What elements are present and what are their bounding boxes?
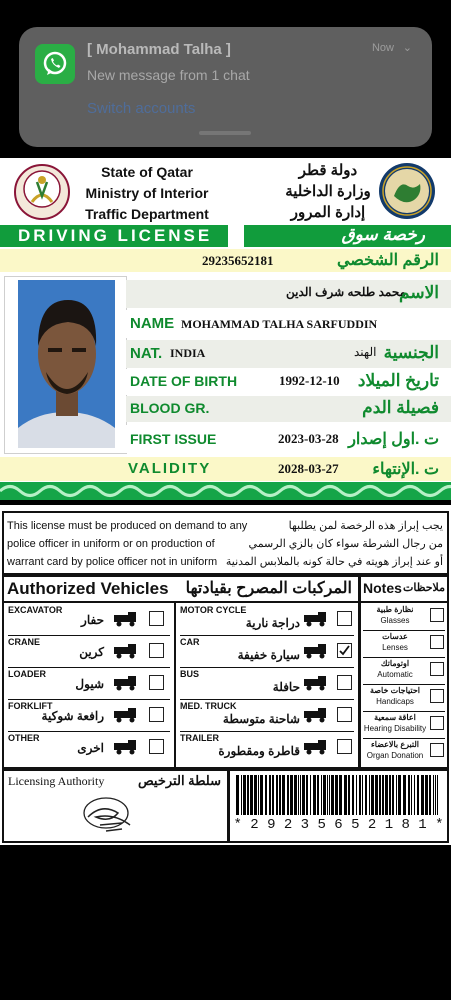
vehicle-label: MED. TRUCK bbox=[180, 701, 237, 711]
note-row bbox=[361, 630, 447, 657]
notice-en-line-3: warrant card by police officer not in uniform bbox=[7, 556, 218, 568]
vehicle-icon bbox=[112, 675, 140, 691]
decorative-wave-pattern bbox=[0, 482, 451, 500]
notification-card[interactable] bbox=[19, 27, 432, 147]
barcode-bar bbox=[331, 775, 334, 815]
barcode-bar bbox=[437, 775, 438, 815]
vehicle-row-right-2 bbox=[176, 667, 358, 699]
vehicle-label: TRAILER bbox=[180, 733, 219, 743]
vehicles-section bbox=[2, 575, 360, 769]
barcode-bar bbox=[323, 775, 326, 815]
title-en: DRIVING LICENSE bbox=[18, 226, 213, 245]
name-row bbox=[126, 310, 451, 338]
barcode bbox=[236, 775, 440, 815]
vehicle-label: BUS bbox=[180, 669, 200, 679]
header-department: Traffic Department bbox=[85, 206, 209, 222]
vehicle-row-left-0 bbox=[4, 603, 174, 635]
notice-ar-line-3: أو عند إبراز هويته في حالة كونه بالملابس المدنية bbox=[225, 556, 443, 568]
name-ar-row bbox=[126, 280, 451, 308]
vehicle-icon bbox=[302, 643, 330, 659]
barcode-bar bbox=[365, 775, 367, 815]
barcode-bar bbox=[411, 775, 412, 815]
vehicle-checkbox[interactable] bbox=[149, 707, 164, 722]
vehicle-checkbox[interactable] bbox=[149, 675, 164, 690]
vehicle-checkbox[interactable] bbox=[149, 611, 164, 626]
notification-title: [ Mohammad Talha ] bbox=[87, 41, 231, 58]
vehicle-checkbox[interactable] bbox=[337, 611, 352, 626]
signature-stamp bbox=[80, 793, 136, 842]
personal-number: 29235652181 bbox=[202, 253, 274, 268]
vehicle-label-ar: رافعة شوكية bbox=[41, 709, 104, 723]
barcode-bar bbox=[385, 775, 388, 815]
authority-section bbox=[2, 769, 229, 843]
barcode-bar bbox=[421, 775, 424, 815]
note-row bbox=[361, 603, 447, 630]
barcode-bar bbox=[433, 775, 434, 815]
validity-value: 2028-03-27 bbox=[278, 461, 339, 476]
note-label-ar: اعاقة سمعية bbox=[374, 713, 416, 722]
vehicle-row-left-3 bbox=[4, 699, 174, 731]
barcode-bar bbox=[435, 775, 436, 815]
note-label: Automatic bbox=[377, 670, 413, 679]
dob-value: 1992-12-10 bbox=[279, 373, 340, 388]
first-issue-value: 2023-03-28 bbox=[278, 431, 339, 446]
barcode-bar bbox=[417, 775, 419, 815]
vehicle-checkbox[interactable] bbox=[337, 707, 352, 722]
note-row bbox=[361, 657, 447, 684]
vehicle-icon bbox=[302, 739, 330, 755]
barcode-bar bbox=[313, 775, 316, 815]
name-label: NAME bbox=[130, 315, 175, 332]
personal-number-label-ar: الرقم الشخصي bbox=[336, 252, 439, 269]
nationality-ar-value: الهند bbox=[354, 345, 377, 359]
barcode-bar bbox=[265, 775, 267, 815]
vehicle-icon bbox=[112, 707, 140, 723]
vehicle-checkbox[interactable] bbox=[149, 739, 164, 754]
qatar-emblem-logo bbox=[14, 162, 70, 222]
note-label: Organ Donation bbox=[366, 751, 424, 760]
notification-time: Now bbox=[371, 42, 394, 54]
validity-ar-label: ت .الإنتهاء bbox=[372, 461, 439, 478]
barcode-text: * 2 9 2 3 5 6 5 2 1 8 1 * bbox=[233, 817, 444, 833]
blood-row bbox=[126, 396, 451, 422]
note-checkbox[interactable] bbox=[430, 716, 444, 730]
barcode-bar bbox=[294, 775, 297, 815]
note-label: Handicaps bbox=[376, 697, 414, 706]
switch-accounts-button[interactable]: Switch accounts bbox=[87, 100, 196, 117]
barcode-bar bbox=[335, 775, 338, 815]
photo-frame bbox=[4, 276, 127, 454]
barcode-bar bbox=[359, 775, 361, 815]
vehicle-label: FORKLIFT bbox=[8, 701, 53, 711]
barcode-bar bbox=[306, 775, 308, 815]
barcode-bar bbox=[241, 775, 242, 815]
vehicle-checkbox[interactable] bbox=[337, 739, 352, 754]
note-row bbox=[361, 738, 447, 765]
vehicle-label-ar: دراجة نارية bbox=[245, 616, 300, 630]
barcode-bar bbox=[379, 775, 381, 815]
authority-label-ar: سلطة الترخيص bbox=[138, 773, 221, 788]
note-row bbox=[361, 684, 447, 711]
authority-label: Licensing Authority bbox=[8, 774, 105, 788]
vehicle-label-ar: حافلة bbox=[272, 680, 300, 694]
barcode-bar bbox=[356, 775, 357, 815]
title-bar bbox=[0, 225, 451, 247]
barcode-bar bbox=[287, 775, 289, 815]
note-label-ar: اوتوماتك bbox=[380, 659, 410, 668]
nationality-ar-label: الجنسية bbox=[383, 343, 439, 362]
license-card-back bbox=[0, 505, 451, 845]
barcode-section bbox=[228, 769, 449, 843]
title-ar: رخصة سوق bbox=[341, 225, 425, 244]
barcode-bar bbox=[302, 775, 305, 815]
notes-title-ar: ملاحظات bbox=[403, 582, 445, 594]
barcode-bar bbox=[272, 775, 274, 815]
barcode-bar bbox=[403, 775, 406, 815]
whatsapp-icon bbox=[35, 44, 75, 84]
vehicle-label: EXCAVATOR bbox=[8, 605, 63, 615]
first-issue-row bbox=[126, 425, 451, 453]
nat-label: NAT. bbox=[130, 345, 163, 362]
barcode-bar bbox=[396, 775, 397, 815]
vehicle-icon bbox=[302, 675, 330, 691]
notice-ar-line-2: من رجال الشرطة سواء كان بالزي الرسمي bbox=[248, 538, 443, 550]
header-department-ar: إدارة المرور bbox=[290, 204, 366, 221]
vehicle-icon bbox=[302, 611, 330, 627]
barcode-bar bbox=[276, 775, 278, 815]
vehicle-icon bbox=[302, 707, 330, 723]
vehicle-label-ar: قاطرة ومقطورة bbox=[218, 744, 300, 758]
vehicle-row-right-0 bbox=[176, 603, 358, 635]
person-photo bbox=[18, 280, 115, 448]
barcode-bar bbox=[329, 775, 330, 815]
vehicle-label: CRANE bbox=[8, 637, 41, 647]
notice-en-line-2: police officer in uniform or on production of bbox=[7, 538, 215, 550]
vehicle-checkbox[interactable] bbox=[337, 643, 352, 658]
header-state: State of Qatar bbox=[101, 164, 193, 180]
barcode-bar bbox=[279, 775, 281, 815]
barcode-bar bbox=[414, 775, 415, 815]
validity-row bbox=[0, 457, 451, 481]
vehicle-label: LOADER bbox=[8, 669, 46, 679]
barcode-bar bbox=[362, 775, 363, 815]
first-issue-ar-label: ت .اول إصدار bbox=[348, 431, 439, 448]
barcode-bar bbox=[344, 775, 347, 815]
barcode-bar bbox=[258, 775, 259, 815]
vehicle-row-right-1 bbox=[176, 635, 358, 667]
barcode-bar bbox=[321, 775, 322, 815]
header-ministry-ar: وزارة الداخلية bbox=[285, 183, 371, 200]
barcode-bar bbox=[375, 775, 378, 815]
nationality-row bbox=[126, 340, 451, 368]
note-checkbox[interactable] bbox=[430, 608, 444, 622]
drag-handle[interactable] bbox=[199, 131, 251, 135]
barcode-bar bbox=[389, 775, 391, 815]
notes-section bbox=[359, 575, 449, 769]
note-label: Hearing Disability bbox=[363, 724, 427, 733]
note-label-ar: احتياجات خاصة bbox=[369, 686, 421, 695]
barcode-bar bbox=[327, 775, 328, 815]
barcode-bar bbox=[260, 775, 263, 815]
header-state-ar: دولة قطر bbox=[298, 162, 358, 179]
blood-ar-label: فصيلة الدم bbox=[362, 398, 439, 417]
notice-box bbox=[2, 511, 449, 575]
note-label-ar: نظارة طبية bbox=[376, 605, 414, 614]
vehicle-row-left-2 bbox=[4, 667, 174, 699]
vehicle-label-ar: اخرى bbox=[77, 741, 104, 755]
notice-en-line-1: This license must be produced on demand to any bbox=[7, 520, 248, 532]
vehicle-label-ar: شاحنة متوسطة bbox=[222, 712, 300, 726]
vehicle-label: OTHER bbox=[8, 733, 40, 743]
notification-message: New message from 1 chat bbox=[87, 67, 250, 83]
vehicle-icon bbox=[112, 611, 140, 627]
barcode-bar bbox=[243, 775, 246, 815]
vehicles-title: Authorized Vehicles bbox=[7, 579, 169, 598]
barcode-bar bbox=[392, 775, 394, 815]
barcode-bar bbox=[298, 775, 299, 815]
name-ar-label: الاسم bbox=[399, 283, 439, 302]
first-issue-label: FIRST ISSUE bbox=[130, 431, 217, 447]
vehicle-checkbox[interactable] bbox=[149, 643, 164, 658]
barcode-bar bbox=[408, 775, 410, 815]
notice-ar-line-1: يجب إبراز هذه الرخصة لمن يطلبها bbox=[288, 520, 443, 532]
barcode-bar bbox=[371, 775, 374, 815]
vehicle-label: MOTOR CYCLE bbox=[180, 605, 247, 615]
vehicle-row-left-4 bbox=[4, 731, 174, 763]
vehicle-label-ar: حفار bbox=[81, 613, 104, 627]
vehicle-label-ar: سيارة خفيفة bbox=[237, 648, 300, 662]
vehicle-row-right-3 bbox=[176, 699, 358, 731]
note-checkbox[interactable] bbox=[430, 689, 444, 703]
note-label-ar: التبرع بالاعضاء bbox=[370, 740, 420, 749]
barcode-bar bbox=[352, 775, 354, 815]
vehicle-icon bbox=[112, 739, 140, 755]
validity-label: VALIDITY bbox=[128, 460, 212, 477]
barcode-bar bbox=[247, 775, 249, 815]
vehicle-row-right-4 bbox=[176, 731, 358, 763]
barcode-bar bbox=[339, 775, 342, 815]
vehicle-label-ar: كرين bbox=[79, 645, 104, 659]
note-label-ar: عدسات bbox=[382, 632, 408, 641]
note-label: Lenses bbox=[382, 643, 408, 652]
vehicle-label-ar: شيول bbox=[75, 677, 104, 691]
vehicle-row-left-1 bbox=[4, 635, 174, 667]
vehicle-label: CAR bbox=[180, 637, 200, 647]
dob-row bbox=[126, 369, 451, 395]
note-checkbox[interactable] bbox=[430, 743, 444, 757]
note-checkbox[interactable] bbox=[430, 662, 444, 676]
vehicle-icon bbox=[112, 643, 140, 659]
dob-label: DATE OF BIRTH bbox=[130, 373, 238, 389]
nationality-value: INDIA bbox=[170, 346, 206, 360]
license-card-front bbox=[0, 158, 451, 500]
note-checkbox[interactable] bbox=[430, 635, 444, 649]
barcode-bar bbox=[348, 775, 350, 815]
personal-number-row bbox=[0, 249, 451, 272]
vehicle-checkbox[interactable] bbox=[337, 675, 352, 690]
blood-label: BLOOD GR. bbox=[130, 400, 210, 416]
barcode-bar bbox=[310, 775, 311, 815]
chevron-down-icon[interactable]: ⌄ bbox=[402, 42, 412, 54]
barcode-bar bbox=[236, 775, 239, 815]
barcode-bar bbox=[282, 775, 285, 815]
dob-ar-label: تاريخ الميلاد bbox=[357, 371, 439, 390]
name-value: MOHAMMAD TALHA SARFUDDIN bbox=[181, 317, 378, 331]
barcode-bar bbox=[290, 775, 293, 815]
gcc-emblem-logo bbox=[378, 160, 436, 222]
note-label: Glasses bbox=[380, 616, 410, 625]
barcode-bar bbox=[300, 775, 301, 815]
barcode-bar bbox=[382, 775, 384, 815]
note-row bbox=[361, 711, 447, 738]
notes-title: Notes bbox=[363, 580, 402, 596]
header-ministry: Ministry of Interior bbox=[85, 185, 209, 201]
vehicles-title-ar: المركبات المصرح بقيادتها bbox=[185, 580, 352, 597]
barcode-bar bbox=[425, 775, 428, 815]
barcode-bar bbox=[317, 775, 319, 815]
barcode-bar bbox=[429, 775, 431, 815]
barcode-bar bbox=[398, 775, 401, 815]
barcode-bar bbox=[369, 775, 370, 815]
barcode-bar bbox=[250, 775, 253, 815]
barcode-bar bbox=[254, 775, 257, 815]
name-ar-value: محمد طلحه شرف الدين bbox=[286, 285, 406, 299]
barcode-bar bbox=[269, 775, 271, 815]
